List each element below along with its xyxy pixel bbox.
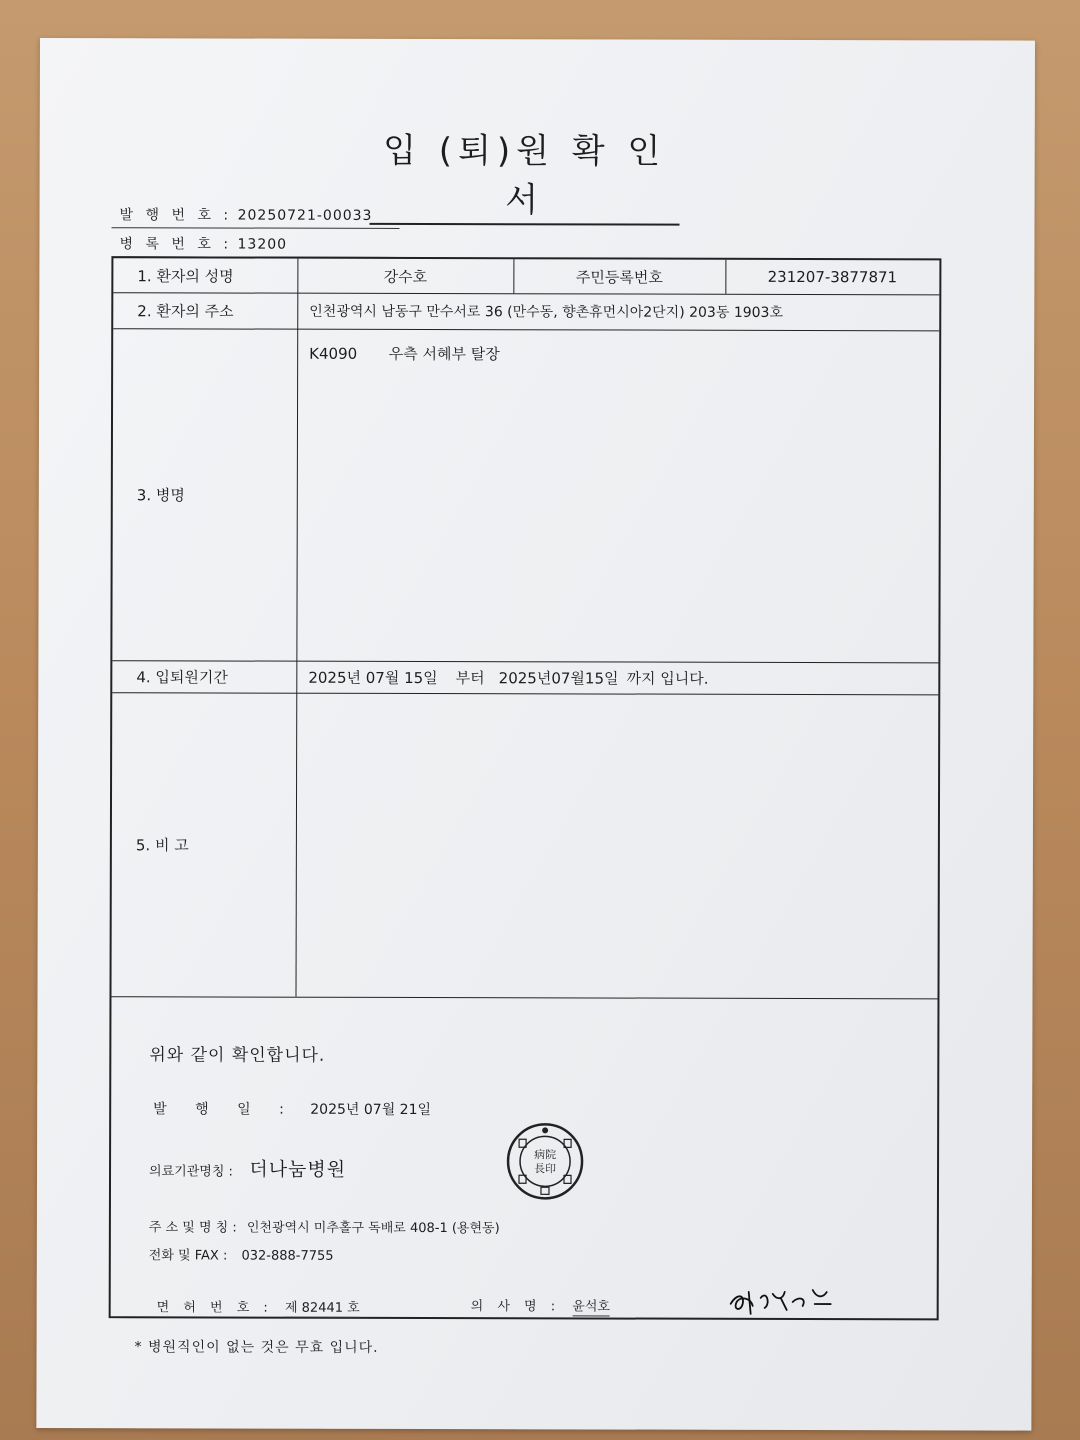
issue-date-label: 발 행 일 : <box>153 1101 296 1118</box>
phone-value: 032-888-7755 <box>241 1248 334 1264</box>
remarks-value <box>295 693 938 999</box>
issue-number-label: 발 행 번 호 : <box>119 207 233 224</box>
issue-date-value: 2025년 07월 21일 <box>310 1101 432 1119</box>
issue-number-value: 20250721-00033 <box>237 207 373 224</box>
certificate-paper <box>36 38 1035 1431</box>
issue-number-line <box>112 204 400 229</box>
record-number-line <box>111 233 399 258</box>
doctor-name: 윤석호 <box>572 1299 610 1315</box>
record-number-value: 13200 <box>237 236 288 253</box>
diagnosis-code: K4090 <box>309 344 358 363</box>
diagnosis-entry <box>309 343 909 369</box>
issue-date-row <box>153 1098 431 1119</box>
institution-name: 더나눔병원 <box>249 1158 347 1181</box>
license-row <box>157 1296 360 1316</box>
institution-label: 의료기관명칭 : <box>149 1164 233 1180</box>
doctor-signature-icon <box>727 1280 837 1320</box>
institution-address-value: 인천광역시 미추홀구 독배로 408-1 (용현동) <box>246 1220 500 1237</box>
footnote: * 병원직인이 없는 것은 무효 입니다. <box>134 1339 379 1356</box>
svg-text:病院: 病院 <box>534 1148 557 1162</box>
diagnosis-name: 우측 서혜부 탈장 <box>388 344 500 364</box>
period-value <box>296 661 938 695</box>
address-value: 인천광역시 남동구 만수서로 36 (만수동, 향촌휴먼시아2단지) 203동 1903호 <box>309 303 784 321</box>
svg-text:長印: 長印 <box>534 1162 557 1176</box>
period-label: 4. 입퇴원기간 <box>136 667 228 686</box>
hospital-seal-icon <box>505 1121 585 1201</box>
license-value: 제 82441 호 <box>284 1300 360 1316</box>
phone-row <box>149 1244 334 1263</box>
period-start: 2025년 07월 15일 <box>308 668 438 687</box>
remarks-label: 5. 비 고 <box>135 835 189 854</box>
document-title: 입 (퇴)원 확 인 서 <box>370 123 680 226</box>
diagnosis-label: 3. 병명 <box>136 485 185 504</box>
patient-name-label: 1. 환자의 성명 <box>137 266 234 286</box>
resident-id-label: 주민등록번호 <box>575 267 663 287</box>
period-until: 까지 입니다. <box>626 669 709 688</box>
record-number-label: 병 록 번 호 : <box>119 236 233 253</box>
confirmation-statement: 위와 같이 확인합니다. <box>149 1045 326 1066</box>
institution-row <box>149 1154 346 1182</box>
phone-label: 전화 및 FAX : <box>148 1248 228 1264</box>
license-label: 면 허 번 호 : <box>156 1300 273 1316</box>
resident-id-value: 231207-3877871 <box>767 267 898 287</box>
patient-name-value: 강수호 <box>383 267 428 286</box>
institution-address-row <box>149 1216 500 1236</box>
doctor-row <box>471 1295 610 1314</box>
period-end: 2025년07월15일 <box>498 668 619 688</box>
period-from: 부터 <box>455 668 485 687</box>
institution-address-label: 주 소 및 명 칭 : <box>148 1220 237 1236</box>
address-label: 2. 환자의 주소 <box>137 301 234 321</box>
doctor-label: 의 사 명 : <box>470 1299 561 1315</box>
